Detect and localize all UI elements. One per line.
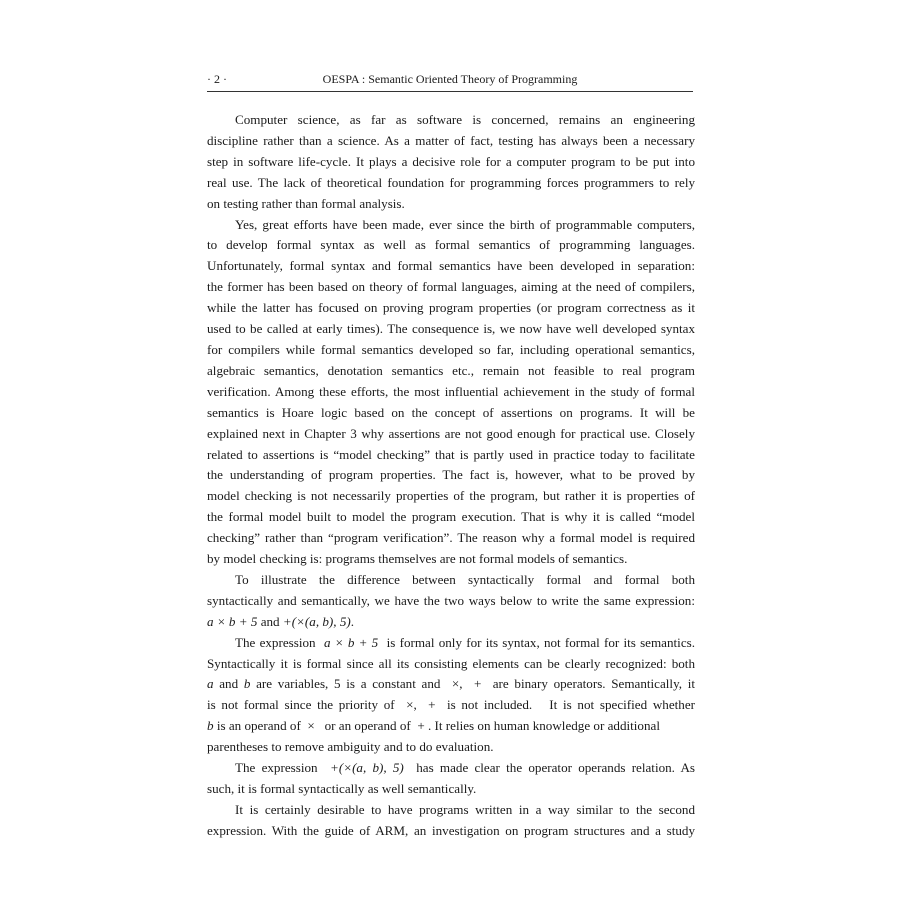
text-line: To illustrate the difference between syntactically formal and formal both bbox=[235, 571, 695, 587]
paragraph-3 bbox=[207, 570, 695, 633]
math-op-plus: + bbox=[417, 718, 425, 734]
and-word: and bbox=[260, 613, 280, 629]
text-line: checking” rather than “program verification”. The reason why a formal model is required bbox=[207, 530, 695, 546]
running-head bbox=[207, 70, 693, 90]
math-op-plus: + bbox=[473, 676, 482, 692]
text-line: The expression a × b + 5 is formal only for its syntax, not formal for its semantics. bbox=[235, 634, 695, 650]
text-line: Yes, great efforts have been made, ever since the birth of programmable computers, bbox=[235, 216, 695, 232]
text-line: real use. The lack of theoretical foundation for programming forces programmers to rely bbox=[207, 174, 695, 190]
page-number: · 2 · bbox=[207, 72, 227, 86]
text-line: a and b are variables, 5 is a constant and ×, + are binary operators. Semantically, it bbox=[207, 676, 696, 692]
paragraph-6 bbox=[207, 800, 695, 842]
text-line: related to assertions is “model checking” that is partly used in practice today to facilitate bbox=[207, 446, 695, 462]
text-line: Computer science, as far as software is concerned, remains an engineering bbox=[235, 112, 695, 127]
text-line: explained next in Chapter 3 why assertions are not good enough for practical use. Closely bbox=[207, 425, 695, 441]
math-expr-infix: a × b + 5 bbox=[324, 634, 379, 650]
math-op-times: × bbox=[307, 718, 315, 734]
text-line: by model checking is: programs themselves are not formal models of semantics. bbox=[207, 551, 628, 567]
text-line: used to be called at early times). The consequence is, we now have well developed syntax bbox=[207, 321, 695, 337]
math-var-a: a bbox=[207, 676, 214, 692]
body-text bbox=[207, 110, 695, 842]
math-op-times: × bbox=[451, 676, 460, 692]
text-line: while the latter has focused on proving program properties (or program correctness as it bbox=[207, 300, 695, 316]
text-line: expression. With the guide of ARM, an investigation on program structures and a study bbox=[207, 822, 695, 838]
paragraph-5 bbox=[207, 758, 695, 800]
text-line: syntactically and semantically, we have the two ways below to write the same expression: bbox=[207, 592, 695, 608]
paragraph-2 bbox=[207, 215, 695, 570]
text-line: model checking is not necessarily properties of the program, but rather it is properties of bbox=[207, 488, 695, 504]
math-op-plus: + bbox=[428, 697, 436, 713]
end-period: . bbox=[350, 613, 355, 629]
paragraph-4 bbox=[207, 633, 695, 758]
text-line: the former has been based on theory of formal languages, aiming at the need of compilers, bbox=[207, 279, 695, 295]
header-rule bbox=[207, 91, 693, 92]
expression-line bbox=[207, 612, 695, 633]
text-line: semantics is Hoare logic based on the concept of assertions on programs. It will be bbox=[207, 404, 695, 420]
text-line: b is an operand of × or an operand of + . It relies on human knowledge or additional bbox=[207, 718, 660, 734]
text-line: The expression +(×(a, b), 5) has made clear the operator operands relation. As bbox=[235, 760, 696, 776]
text-line: for compilers while formal semantics developed so far, including operational semantics, bbox=[207, 341, 695, 357]
math-expr-prefix: +(×(a, b), 5) bbox=[282, 613, 351, 629]
text-line: parentheses to remove ambiguity and to do evaluation. bbox=[207, 739, 494, 755]
text-line: It is certainly desirable to have programs written in a way similar to the second bbox=[235, 801, 695, 817]
math-var-b: b bbox=[207, 718, 214, 734]
text-line: step in software life-cycle. It plays a decisive role for a computer program to be put into bbox=[207, 153, 695, 169]
running-title: OESPA : Semantic Oriented Theory of Programming bbox=[322, 72, 578, 86]
math-var-b: b bbox=[243, 676, 251, 692]
math-expr-prefix: +(×(a, b), 5) bbox=[330, 760, 404, 776]
text-line: such, it is formal syntactically as well semantically. bbox=[207, 781, 477, 796]
text-line: on testing rather than formal analysis. bbox=[207, 195, 405, 211]
math-expr-infix: a × b + 5 bbox=[207, 613, 258, 629]
text-line: verification. Among these efforts, the most influential achievement in the study of formal bbox=[207, 383, 695, 399]
text-line: is not formal since the priority of ×, + is not included. It is not specified whether bbox=[207, 697, 695, 713]
paragraph-1 bbox=[207, 110, 695, 215]
text-line: to develop formal syntax as well as formal semantics of programming languages. bbox=[207, 237, 695, 253]
text-line: algebraic semantics, denotation semantics etc., remain not feasible to real program bbox=[207, 362, 695, 378]
text-line: discipline rather than a science. As a matter of fact, testing has always been a necessary bbox=[207, 132, 695, 148]
text-line: Unfortunately, formal syntax and formal semantics have been developed in separation: bbox=[207, 258, 695, 274]
text-line: the understanding of program properties. The fact is, however, what to be proved by bbox=[207, 467, 695, 483]
text-line: the formal model built to model the program execution. That is why it is called “model bbox=[207, 509, 695, 525]
text-line: Syntactically it is formal since all its consisting elements can be clearly recognized: both bbox=[207, 655, 695, 671]
math-op-times: × bbox=[406, 697, 414, 713]
